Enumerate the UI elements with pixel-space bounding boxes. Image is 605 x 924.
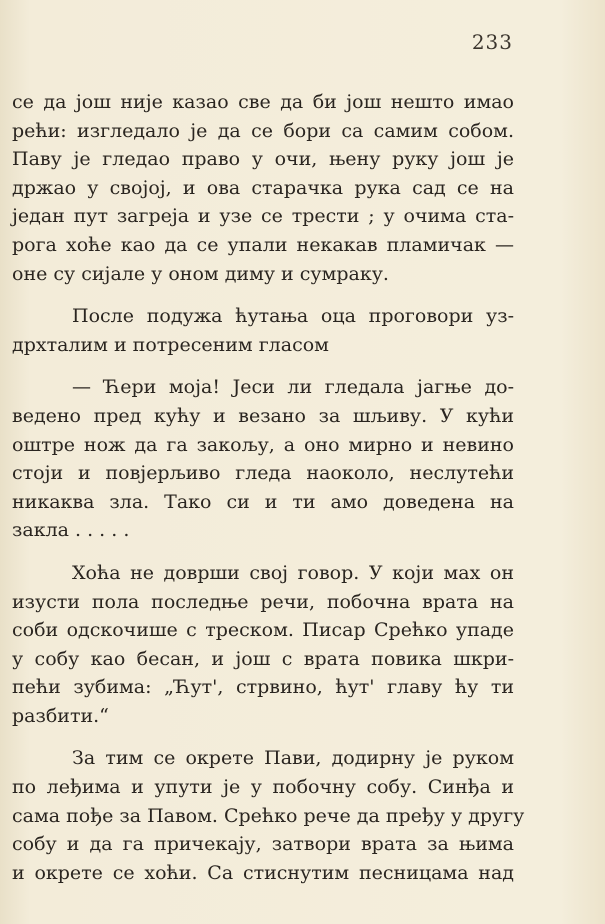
text-line: у собу као бесан, и још с врата повика шкри- <box>12 647 514 670</box>
paragraph-gap <box>12 545 514 559</box>
paragraph-gap <box>12 288 514 302</box>
text-line: један пут загреја и узе се трести ; у очима ста- <box>12 205 514 228</box>
paragraph-gap <box>12 730 514 744</box>
paragraph-2 <box>12 302 514 359</box>
paragraph-gap <box>12 359 514 373</box>
text-line: собу и да га причекају, затвори врата за њима <box>12 833 514 856</box>
text-line: — Ћери моја! Јеси ли гледала јагње до- <box>72 376 514 399</box>
text-line: се да још није казао све да би још нешто имао <box>12 91 514 113</box>
text-line: рећи: изгледало је да се бори са самим собом. <box>12 119 514 142</box>
text-line: по леђима и упути је у побочну собу. Синђа и <box>12 776 514 799</box>
text-line: разбити.“ <box>12 704 109 727</box>
text-line: држао у својој, и ова старачка рука сад се на <box>12 176 514 199</box>
text-line: За тим се окрете Пави, додирну је руком <box>72 747 514 770</box>
text-line: Паву је гледао право у очи, њену руку још је <box>12 148 514 171</box>
text-line: дрхталим и потресеним гласом <box>12 333 329 356</box>
text-line: сама пође за Павом. Срећко рече да пређу у другу <box>12 804 525 827</box>
text-line: соби одскочише с треском. Писар Срећко упаде <box>12 619 514 642</box>
text-line: закла . . . . . <box>12 519 130 542</box>
text-line: ведено пред кућу и везано за шљиву. У кући <box>12 404 514 427</box>
paragraph-1 <box>12 88 514 288</box>
text-line: оштре нож да га закољу, а оно мирно и невино <box>12 433 514 456</box>
paragraph-3 <box>12 373 514 545</box>
text-line: никаква зла. Тако си и ти амо доведена на <box>12 490 514 513</box>
page-text <box>12 88 525 887</box>
text-line: рога хоће као да се упали некакав пламичак — <box>12 233 514 256</box>
text-line: оне су сијале у оном диму и сумраку. <box>12 262 389 285</box>
paragraph-5 <box>12 744 525 887</box>
paragraph-4 <box>12 559 514 731</box>
text-line: пећи зубима: „Ћут', стрвино, ћут' главу ћу ти <box>12 676 514 699</box>
text-line: После подужа ћутања оца проговори уз- <box>72 305 514 328</box>
text-line: стоји и повјерљиво гледа наоколо, неслутећи <box>12 462 514 485</box>
text-line: Хоћа не доврши свој говор. У који мах он <box>72 561 514 584</box>
text-line: и окрете се хоћи. Са стиснутим песницама над <box>12 861 514 884</box>
page-number: 233 <box>471 30 513 54</box>
text-line: изусти пола последње речи, побочна врата на <box>12 590 514 613</box>
